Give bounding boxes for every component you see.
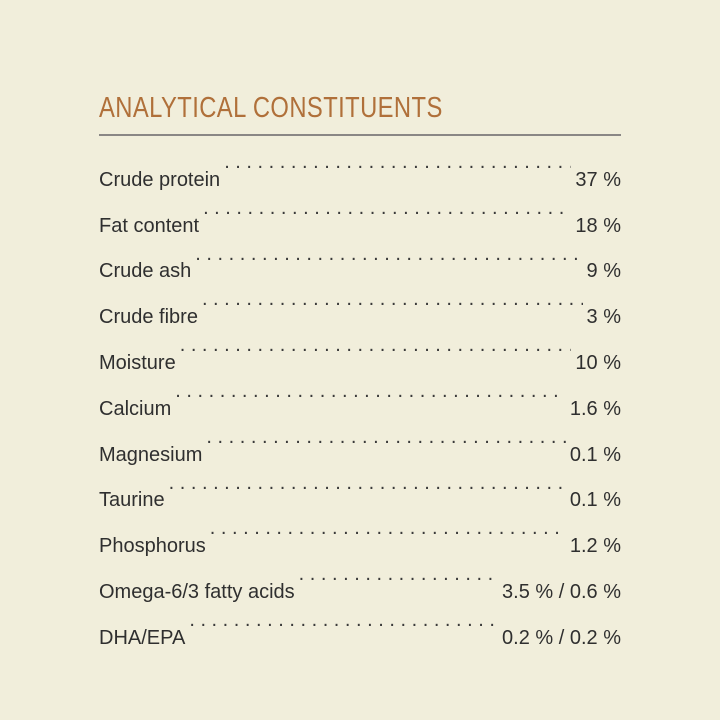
- constituent-label: Calcium: [99, 397, 172, 420]
- dot-leader: [224, 140, 571, 186]
- dot-leader: [203, 186, 571, 232]
- constituent-value: 18 %: [575, 214, 621, 237]
- constituent-label: Crude ash: [99, 260, 192, 283]
- dot-leader: [195, 232, 582, 278]
- constituent-label: Omega-6/3 fatty acids: [99, 580, 295, 603]
- analytical-constituents-panel: [99, 88, 621, 649]
- constituent-value: 0.1 %: [569, 443, 621, 466]
- constituent-value: 1.2 %: [569, 535, 621, 558]
- constituent-value: 10 %: [575, 351, 621, 374]
- constituent-row-magnesium: [99, 415, 621, 466]
- constituent-label: Crude fibre: [99, 306, 198, 329]
- dot-leader: [202, 277, 583, 323]
- constituent-value: 37 %: [575, 168, 621, 191]
- constituent-value: 0.2 % / 0.2 %: [502, 626, 621, 649]
- dot-leader: [169, 461, 566, 507]
- constituent-label: DHA/EPA: [99, 626, 186, 649]
- constituent-value: 9 %: [586, 260, 621, 283]
- constituent-row-crude-protein: [99, 140, 621, 191]
- dot-leader: [180, 323, 572, 369]
- constituent-row-calcium: [99, 369, 621, 420]
- dot-leader: [210, 506, 566, 552]
- constituent-label: Moisture: [99, 351, 176, 374]
- section-title: ANALYTICAL CONSTITUENTS: [99, 92, 443, 124]
- dot-leader: [189, 598, 498, 644]
- dot-leader: [206, 415, 565, 461]
- title-divider: [99, 134, 621, 136]
- constituent-value: 3 %: [586, 306, 621, 329]
- dot-leader: [175, 369, 566, 415]
- constituent-label: Phosphorus: [99, 535, 206, 558]
- dot-leader: [299, 552, 498, 598]
- constituent-label: Crude protein: [99, 168, 221, 191]
- constituent-label: Magnesium: [99, 443, 203, 466]
- constituent-label: Taurine: [99, 489, 165, 512]
- constituent-value: 1.6 %: [569, 397, 621, 420]
- constituents-list: [99, 140, 621, 649]
- constituent-value: 0.1 %: [569, 489, 621, 512]
- constituent-row-taurine: [99, 461, 621, 512]
- constituent-value: 3.5 % / 0.6 %: [502, 580, 621, 603]
- constituent-label: Fat content: [99, 214, 200, 237]
- constituent-row-phosphorus: [99, 506, 621, 558]
